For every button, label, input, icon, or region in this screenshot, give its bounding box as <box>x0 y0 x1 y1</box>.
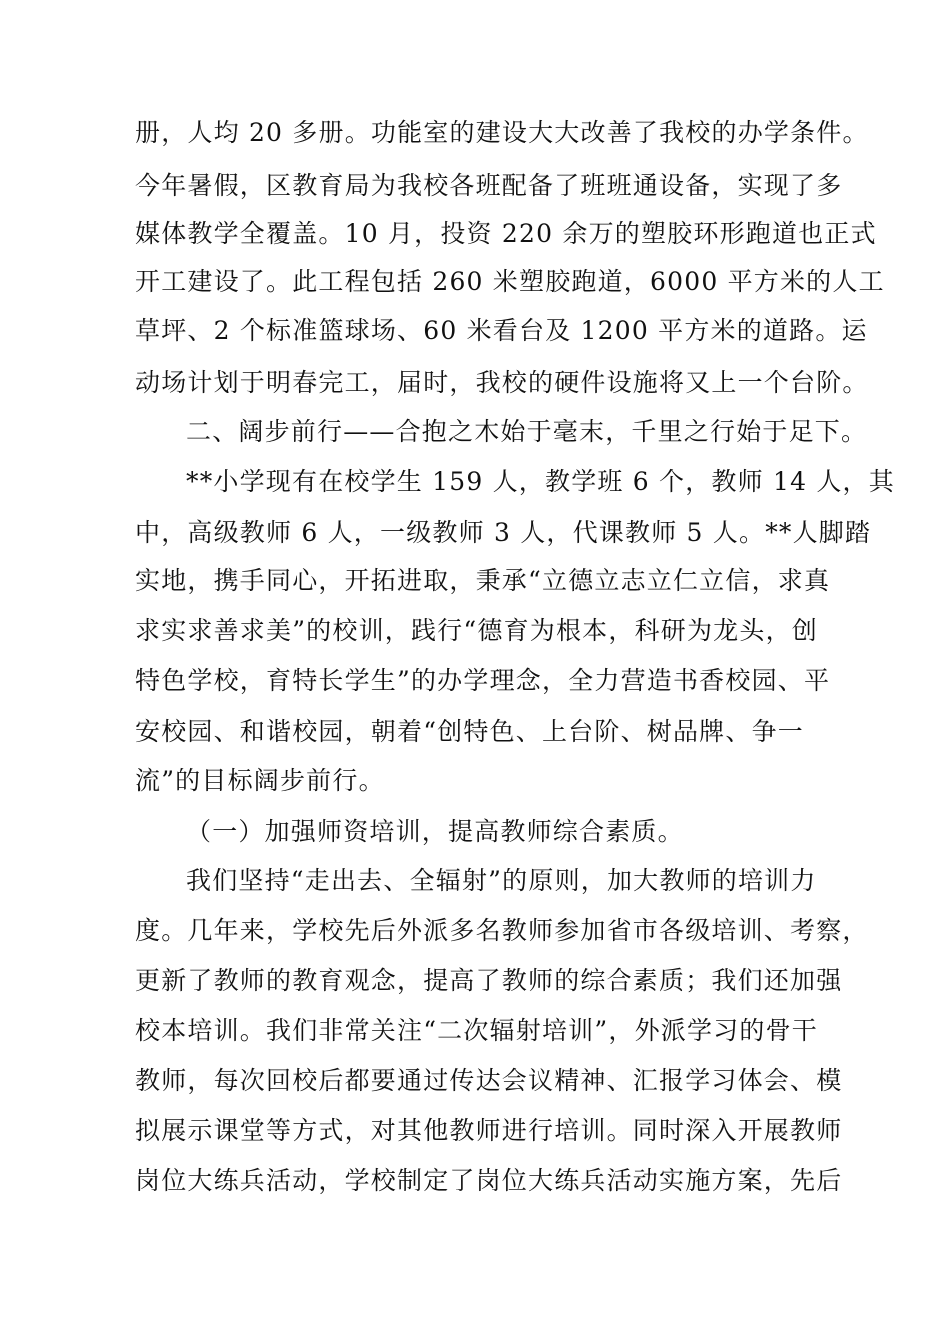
text-line: 求实求善求美”的校训，践行“德育为根本，科研为龙头，创 <box>135 616 818 645</box>
text-line: 我们坚持“走出去、全辐射”的原则，加大教师的培训力 <box>186 866 817 895</box>
text-line: 安校园、和谐校园，朝着“创特色、上台阶、树品牌、争一 <box>135 717 804 746</box>
text-line: 岗位大练兵活动，学校制定了岗位大练兵活动实施方案，先后 <box>135 1166 843 1195</box>
section-heading: 二、阔步前行——合抱之木始于毫末，千里之行始于足下。 <box>186 417 868 446</box>
text-line: 拟展示课堂等方式，对其他教师进行培训。同时深入开展教师 <box>135 1116 843 1145</box>
text-line: 校本培训。我们非常关注“二次辐射培训”，外派学习的骨干 <box>135 1016 818 1045</box>
text-line: 特色学校，育特长学生”的办学理念，全力营造书香校园、平 <box>135 666 831 695</box>
text-line: 度。几年来，学校先后外派多名教师参加省市各级培训、考察， <box>135 916 869 945</box>
text-line: 实地，携手同心，开拓进取，秉承“立德立志立仁立信，求真 <box>135 566 831 595</box>
text-line: 开工建设了。此工程包括 260 米塑胶跑道，6000 平方米的人工 <box>135 267 885 296</box>
text-line: 流”的目标阔步前行。 <box>135 766 385 795</box>
text-line: **小学现有在校学生 159 人，教学班 6 个，教师 14 人，其 <box>186 467 895 496</box>
text-line: 今年暑假，区教育局为我校各班配备了班班通设备，实现了多 <box>135 171 843 200</box>
text-line: 媒体教学全覆盖。10 月，投资 220 余万的塑胶环形跑道也正式 <box>135 219 877 248</box>
text-line: 册，人均 20 多册。功能室的建设大大改善了我校的办学条件。 <box>135 118 869 147</box>
subsection-heading: （一）加强师资培训，提高教师综合素质。 <box>186 817 684 846</box>
text-line: 教师，每次回校后都要通过传达会议精神、汇报学习体会、模 <box>135 1066 843 1095</box>
text-line: 草坪、2 个标准篮球场、60 米看台及 1200 平方米的道路。运 <box>135 316 868 345</box>
text-line: 动场计划于明春完工，届时，我校的硬件设施将又上一个台阶。 <box>135 368 869 397</box>
text-line: 中，高级教师 6 人，一级教师 3 人，代课教师 5 人。**人脚踏 <box>135 518 872 547</box>
text-line: 更新了教师的教育观念，提高了教师的综合素质；我们还加强 <box>135 966 843 995</box>
